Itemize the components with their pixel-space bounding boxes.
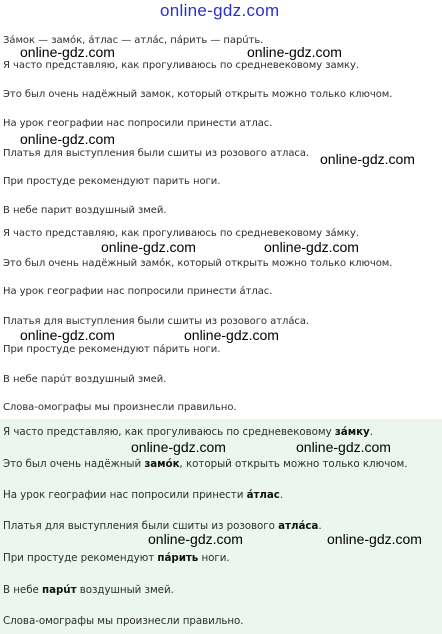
- watermark: online-gdz.com: [264, 239, 359, 255]
- watermark: online-gdz.com: [184, 327, 279, 343]
- stressed-word: атлáса: [278, 520, 319, 532]
- watermark: online-gdz.com: [20, 327, 115, 343]
- text-line: Я часто представляю, как прогуливаюсь по средневековому замку.: [3, 60, 360, 71]
- stressed-word: замóк: [144, 458, 180, 470]
- text-line: Платья для выступления были сшиты из розового атласа.: [3, 148, 310, 159]
- answer-text: .: [369, 426, 373, 438]
- watermark: online-gdz.com: [148, 531, 243, 547]
- watermark-top: online-gdz.com: [160, 1, 280, 20]
- watermark: online-gdz.com: [320, 151, 415, 167]
- watermark: online-gdz.com: [247, 44, 342, 60]
- answer-text: .: [318, 520, 322, 532]
- answer-text: Слова-омографы мы произнесли правильно.: [3, 615, 244, 627]
- answer-text: .: [279, 489, 284, 501]
- text-line: В небе парит воздушный змей.: [3, 205, 167, 216]
- stressed-word: зáмку: [334, 426, 370, 438]
- answer-line: [3, 426, 373, 438]
- text-line: На урок географии нас попросили принести атлас.: [3, 118, 273, 129]
- text-line: Это был очень надёжный замок, который открыть можно только ключом.: [3, 89, 393, 100]
- text-line: При простуде рекомендуют пáрить ноги.: [3, 344, 221, 355]
- answer-text: В небе: [3, 584, 43, 596]
- answer-text: ноги.: [198, 552, 230, 564]
- answer-line: [3, 489, 283, 501]
- answer-line: [3, 615, 244, 627]
- text-line: Платья для выступления были сшиты из розового атлáса.: [3, 316, 310, 327]
- answer-text: На урок географии нас попросили принести: [3, 489, 247, 501]
- text-line: На урок географии нас попросили принести áтлас.: [3, 286, 273, 297]
- answer-text: , который открыть можно только ключом.: [179, 458, 408, 470]
- answer-line: [3, 552, 230, 564]
- text-line: Слова-омографы мы произнесли правильно.: [3, 402, 237, 413]
- answer-text: воздушный змей.: [76, 584, 174, 596]
- stressed-word: пáрить: [157, 552, 199, 564]
- watermark: online-gdz.com: [327, 531, 422, 547]
- text-line: Зáмок — замóк, áтлас — атлáс, пáрить — парúть.: [3, 35, 264, 46]
- watermark: online-gdz.com: [131, 439, 226, 455]
- watermark: online-gdz.com: [20, 131, 115, 147]
- text-line: При простуде рекомендуют парить ноги.: [3, 176, 221, 187]
- text-line: Это был очень надёжный замóк, который открыть можно только ключом.: [3, 258, 393, 269]
- watermark: online-gdz.com: [20, 44, 115, 60]
- answer-text: Платья для выступления были сшиты из розового: [3, 520, 279, 532]
- stressed-word: парúт: [42, 584, 77, 596]
- stressed-word: áтлас: [246, 489, 280, 501]
- text-line: В небе парúт воздушный змей.: [3, 374, 167, 385]
- watermark: online-gdz.com: [296, 439, 391, 455]
- answer-text: При простуде рекомендуют: [3, 552, 158, 564]
- watermark: online-gdz.com: [101, 239, 196, 255]
- answer-text: Я часто представляю, как прогуливаюсь по средневековому: [3, 426, 335, 438]
- answer-line: [3, 458, 407, 470]
- answer-line: [3, 584, 174, 596]
- answer-text: Это был очень надёжный: [3, 458, 145, 470]
- text-line: Я часто представляю, как прогуливаюсь по средневековому зáмку.: [3, 228, 360, 239]
